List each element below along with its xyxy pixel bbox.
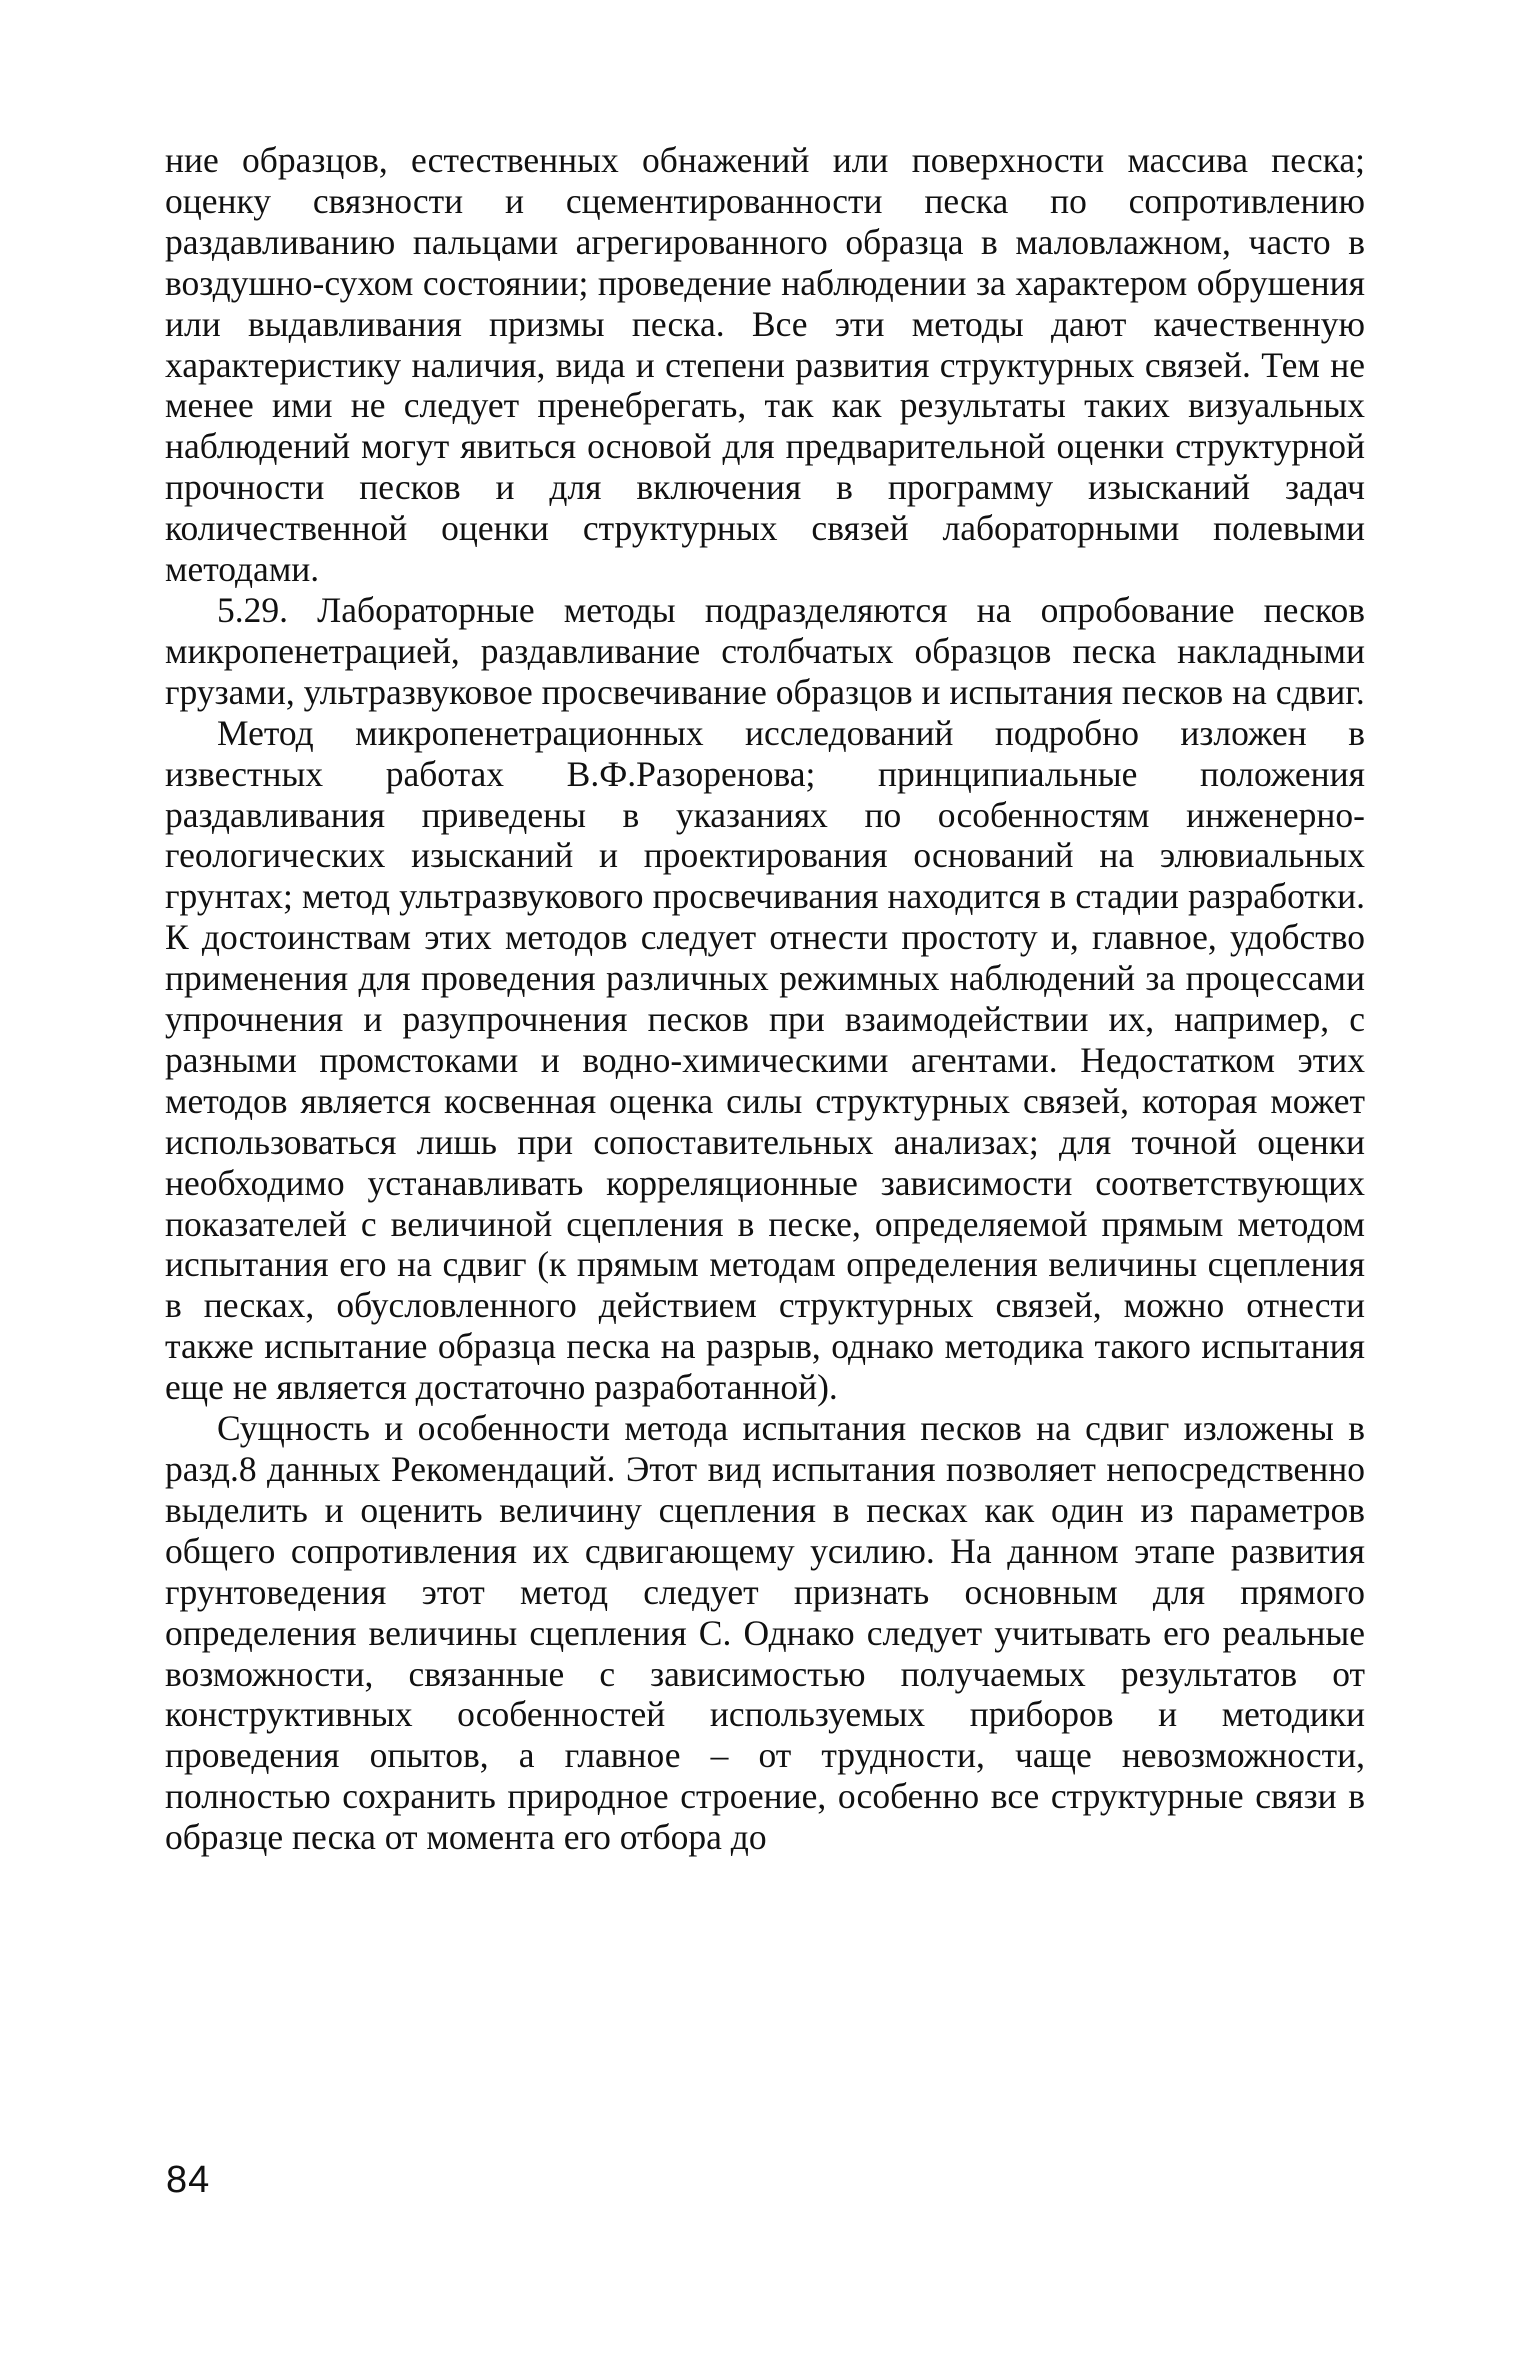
paragraph-micropenetration-method: Метод микропенетрационных исследований подробно изложен в известных работах В.Ф.Разоренова; принципиальные положения раздавливания приведены в указаниях по особенностям инженерно-геологических изысканий и проектирования оснований на элювиальных грунтах; метод ультразвукового просвечивания находится в стадии разработки. К достоинствам этих методов следует отнести простоту и, главное, удобство применения для проведения различных режимных наблюдений за процессами упрочнения и разупрочнения песков при взаимодействии их, например, с разными промстоками и водно-химическими агентами. Недостатком этих методов является косвенная оценка силы структурных связей, которая может использоваться лишь при сопоставительных анализах; для точной оценки необходимо устанавливать корреляционные зависимости соответствующих показателей с величиной сцепления в песке, определяемой прямым методом испытания его на сдвиг (к прямым методам определения величины сцепления в песках, обусловленного действием структурных связей, можно отнести также испытание образца песка на разрыв, однако методика такого испытания еще не является достаточно разработанной). bbox=[165, 712, 1365, 1408]
body-text bbox=[165, 140, 1365, 1858]
paragraph-5-29: 5.29. Лабораторные методы подразделяются на опробование песков микропенетрацией, раздавливание столбчатых образцов песка накладными грузами, ультразвуковое просвечивание образцов и испытания песков на сдвиг. bbox=[165, 589, 1365, 712]
paragraph-shear-test-method: Сущность и особенности метода испытания песков на сдвиг изложены в разд.8 данных Рекомендаций. Этот вид испытания позволяет непосредственно выделить и оценить величину сцепления в песках как один из параметров общего сопротивления их сдвигающему усилию. На данном этапе развития грунтоведения этот метод следует признать основным для прямого определения величины сцепления С. Однако следует учитывать его реальные возможности, связанные с зависимостью получаемых результатов от конструктивных особенностей используемых приборов и методики проведения опытов, а главное – от трудности, чаще невозможности, полностью сохранить природное строение, особенно все структурные связи в образце песка от момента его отбора до bbox=[165, 1408, 1365, 1858]
paragraph-continuation: ние образцов, естественных обнажений или поверхности массива песка; оценку связности и сцементированности песка по сопротивлению раздавливанию пальцами агрегированного образца в маловлажном, часто в воздушно-сухом состоянии; проведение наблюдении за характером обрушения или выдавливания призмы песка. Все эти методы дают качественную характеристику наличия, вида и степени развития структурных связей. Тем не менее ими не следует пренебрегать, так как результаты таких визуальных наблюдений могут явиться основой для предварительной оценки структурной прочности песков и для включения в программу изысканий задач количественной оценки структурных связей лабораторными полевыми методами. bbox=[165, 140, 1365, 590]
page-number: 84 bbox=[166, 2159, 211, 2201]
